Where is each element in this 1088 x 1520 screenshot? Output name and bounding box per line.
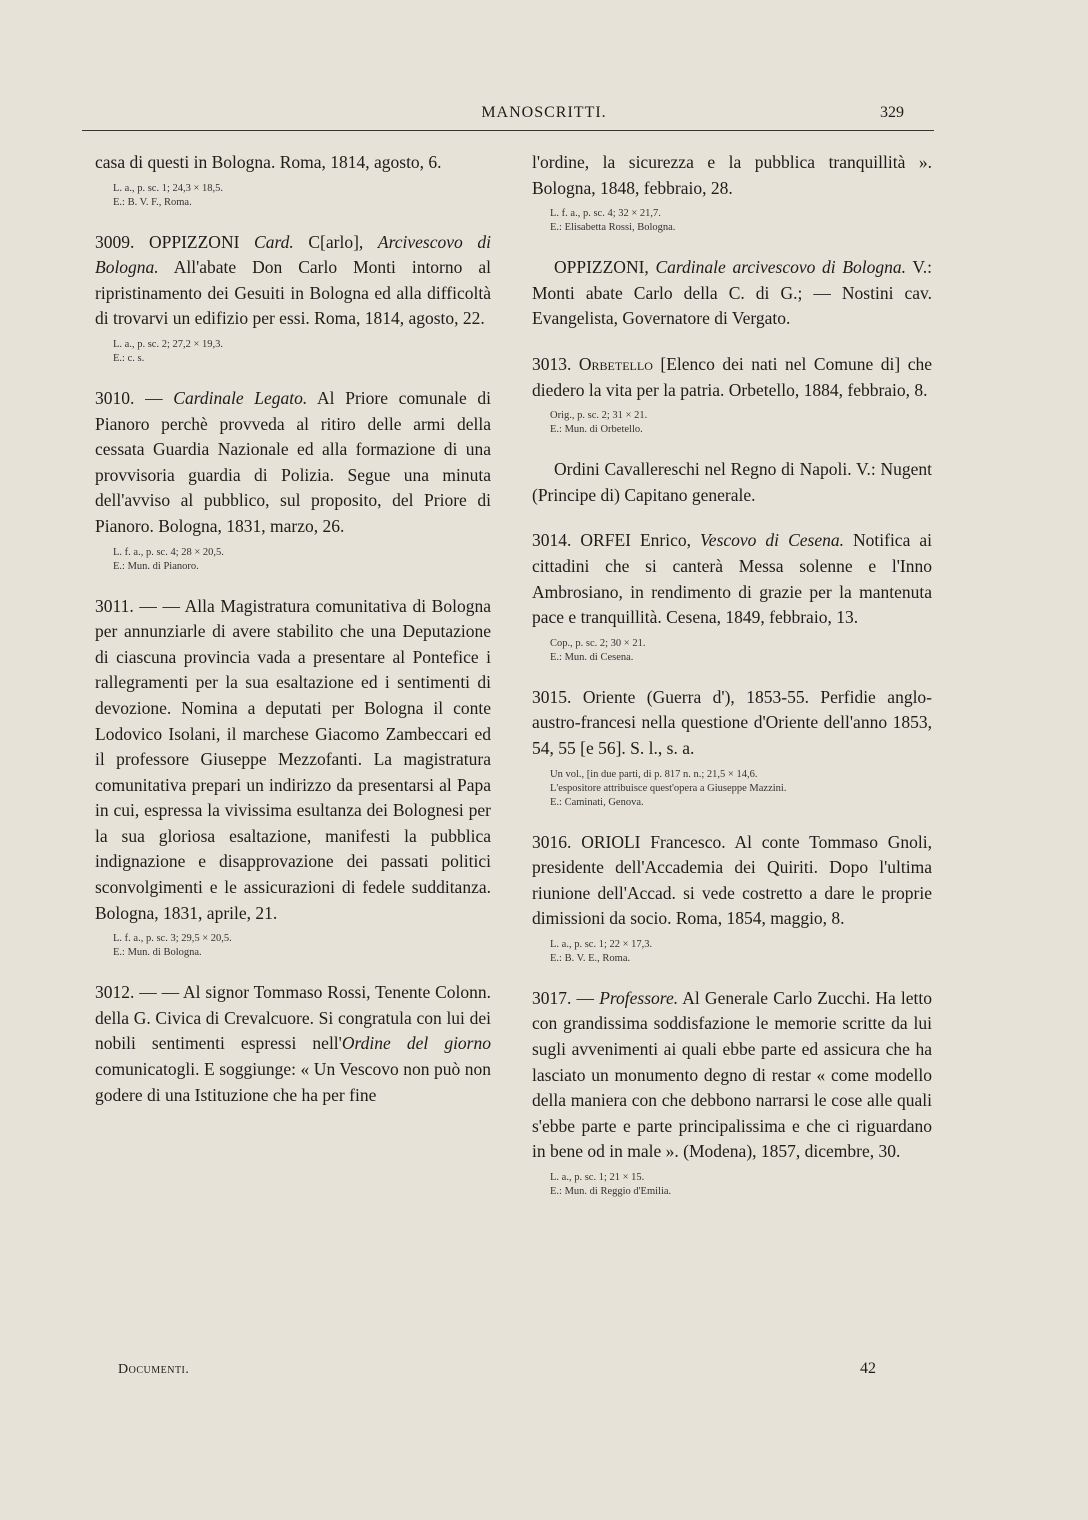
signature-mark: Documenti. [118, 1362, 190, 1377]
entry-text [532, 352, 932, 403]
entry-name: C[arlo], [308, 231, 364, 252]
cross-reference-ordini [532, 457, 932, 508]
entry-body: Oriente (Guerra d'), 1853-55. Perfidie anglo-austro-francesi nella questione d'Oriente dell'anno 1853, 54, 55 [e 56]. S. l., s. a. [532, 686, 933, 758]
meta-line: Orig., p. sc. 2; 31 × 21. [550, 410, 648, 422]
cross-reference-oppizzoni [532, 255, 932, 332]
entry-smallcaps: Orbetello [578, 353, 653, 374]
xref-text: Ordini Cavallereschi nel Regno di Napoli. V.: Nugent (Principe di) Capitano generale. [532, 459, 932, 505]
meta-line: Un vol., [in due parti, di p. 817 n. n.; 21,5 × 14,6. [550, 768, 758, 780]
meta-line: E.: c. s. [113, 352, 145, 364]
running-head [0, 100, 1088, 128]
meta-line: L'espositore attribuisce quest'opera a Giuseppe Mazzini. [550, 782, 787, 794]
meta-line: E.: B. V. F., Roma. [113, 196, 192, 208]
entry-text [95, 386, 491, 540]
meta-line: E.: Caminati, Genova. [550, 796, 644, 808]
entry-3011 [95, 594, 491, 961]
right-column [532, 150, 932, 1219]
entry-number: 3014. ORFEI Enrico, [532, 530, 692, 551]
entry-meta [532, 409, 932, 437]
entry-meta [532, 768, 932, 810]
entry-3016 [532, 830, 932, 966]
entry-body-cont: comunicatogli. E soggiunge: « Un Vescovo non può non godere di una Istituzione che ha per fine [95, 1059, 491, 1105]
xref-lead: OPPIZZONI, [554, 257, 649, 278]
entry-title-italic: Vescovo di Cesena. [700, 530, 844, 551]
meta-line: E.: Mun. di Cesena. [550, 651, 634, 663]
meta-line: E.: Mun. di Bologna. [113, 947, 202, 959]
entry-text [532, 528, 932, 630]
meta-line: L. a., p. sc. 1; 22 × 17,3. [550, 938, 653, 950]
xref-text [532, 255, 932, 332]
entry-text [532, 986, 932, 1165]
meta-line: E.: Mun. di Pianoro. [113, 560, 199, 572]
entry-3010 [95, 386, 491, 574]
entry-3013 [532, 352, 932, 437]
entry-meta [532, 207, 932, 235]
page-number: 329 [880, 104, 904, 121]
meta-line: L. a., p. sc. 1; 24,3 × 18,5. [113, 182, 224, 194]
entry-meta [532, 938, 932, 966]
entry-meta [95, 338, 491, 366]
entry-body: [Elenco dei nati nel Comune di] che diedero la vita per la patria. Orbetello, 1884, febbraio, 8. [532, 353, 932, 400]
meta-line: L. f. a., p. sc. 4; 28 × 20,5. [113, 546, 224, 558]
meta-line: E.: Mun. di Reggio d'Emilia. [550, 1186, 672, 1198]
entry-body: All'abate Don Carlo Monti intorno al ripristinamento dei Gesuiti in Bologna ed alla difficoltà di trovarvi un edifizio per essi. Roma, 1814, agosto, 22. [95, 257, 491, 329]
entry-title-italic: Professore. [599, 987, 679, 1008]
entry-meta [532, 1171, 932, 1199]
entry-italic-phrase: Ordine del giorno [341, 1033, 491, 1054]
entry-text [95, 594, 491, 927]
meta-line: L. a., p. sc. 1; 21 × 15. [550, 1172, 645, 1184]
entry-role-italic: Arcivescovo di Bologna. [95, 231, 492, 278]
entry-body: Al Priore comunale di Pianoro perchè provveda al ritiro delle armi della cessata Guardia Nazionale ed alla formazione di una provvisoria guardia di Polizia. Segue una minuta dell'avviso al pubblico, sul proposito, del Priore di Pianoro. Bologna, 1831, marzo, 26. [95, 387, 492, 536]
meta-line: L. f. a., p. sc. 3; 29,5 × 20,5. [113, 933, 232, 945]
sheet-number: 42 [860, 1360, 876, 1377]
entry-meta [95, 182, 491, 210]
entry-body: Alla Magistratura comunitativa di Bologna per annunziarle di avere stabilito che una Deputazione di ciascuna provincia vada a presentare al Pontefice i rallegramenti per la sua esaltazione ed i sentimenti di devozione. Nomina a deputati per Bologna il conte Lodovico Isolani, il marchese Giacomo Zambeccari ed il professore Giuseppe Mezzofanti. La magistratura comunitativa prepari un indirizzo da presentarsi al Papa in cui, espressa la vivissima esultanza dei Bolognesi per la sua gloriosa esaltazione, manifesti la pubblica indignazione e disapprovazione dei passati politici sconvolgimenti e le assicurazioni di fedele sudditanza. Bologna, 1831, aprile, 21. [95, 595, 491, 923]
entry-text: casa di questi in Bologna. Roma, 1814, agosto, 6. [95, 152, 442, 172]
meta-line: Cop., p. sc. 2; 30 × 21. [550, 637, 646, 649]
header-rule [82, 130, 934, 131]
entry-number: 3010. — [95, 387, 163, 408]
entry-text [532, 685, 932, 762]
entry-text: l'ordine, la sicurezza e la pubblica tranquillità ». Bologna, 1848, febbraio, 28. [532, 152, 932, 198]
xref-body: V.: Monti abate Carlo della C. di G.; — Nostini cav. Evangelista, Governatore di Vergato. [532, 257, 932, 329]
entry-title-italic: Card. [254, 231, 294, 252]
entry-number: 3017. — [532, 987, 595, 1008]
entry-meta [95, 546, 491, 574]
entry-text [532, 830, 932, 932]
entry-body: Notifica ai cittadini che si canterà Messa solenne e l'Inno Ambrosiano, in rendimento di grazie per la mantenuta pace e tranquillità. Cesena, 1849, febbraio, 13. [532, 530, 932, 628]
entry-3017 [532, 986, 932, 1199]
entry-meta [532, 637, 932, 665]
meta-line: E.: Mun. di Orbetello. [550, 424, 643, 436]
entry-body: ORIOLI Francesco. Al conte Tommaso Gnoli, presidente dell'Accademia dei Quiriti. Dopo l'ultima riunione dell'Accad. si vede costretto a dare le proprie dimissioni da socio. Roma, 1854, maggio, 8. [532, 831, 933, 929]
entry-title-italic: Cardinale Legato. [173, 387, 308, 408]
meta-line: L. f. a., p. sc. 4; 32 × 21,7. [550, 208, 661, 220]
entry-3015 [532, 685, 932, 810]
entry-number: 3009. OPPIZZONI [95, 231, 240, 252]
entry-text [95, 980, 491, 1108]
entry-number: 3012. — — [95, 982, 180, 1003]
entry-continuation-right [532, 150, 932, 235]
meta-line: E.: B. V. E., Roma. [550, 952, 631, 964]
entry-body: Al Generale Carlo Zucchi. Ha letto con grandissima soddisfazione le memorie scritte da lui sugli avvenimenti ai quali ebbe parte ed assicura che ha lasciato un monumento degno di restar « come modello della maniera con che debbono narrarsi le cose alle quali s'ebbe parte e parte principalissima e che ci riguardano in bene od in male ». (Modena), 1857, dicembre, 30. [532, 987, 933, 1162]
left-column [95, 150, 491, 1128]
entry-number: 3013. [532, 353, 572, 374]
entry-meta [95, 932, 491, 960]
entry-number: 3011. — — [95, 595, 180, 616]
entry-body: Al signor Tommaso Rossi, Tenente Colonn. della G. Civica di Crevalcuore. Si congratula con lui dei nobili sentimenti espressi nell' [95, 982, 491, 1054]
entry-3014 [532, 528, 932, 664]
meta-line: L. a., p. sc. 2; 27,2 × 19,3. [113, 338, 224, 350]
meta-line: E.: Elisabetta Rossi, Bologna. [550, 222, 676, 234]
entry-text [95, 230, 491, 332]
entry-number: 3016. [532, 831, 572, 852]
entry-number: 3015. [532, 686, 572, 707]
xref-italic: Cardinale arcivescovo di Bologna. [655, 257, 907, 278]
page-title: MANOSCRITTI. [481, 104, 607, 121]
entry-3012 [95, 980, 491, 1108]
entry-continuation-left [95, 150, 491, 210]
entry-3009 [95, 230, 491, 366]
